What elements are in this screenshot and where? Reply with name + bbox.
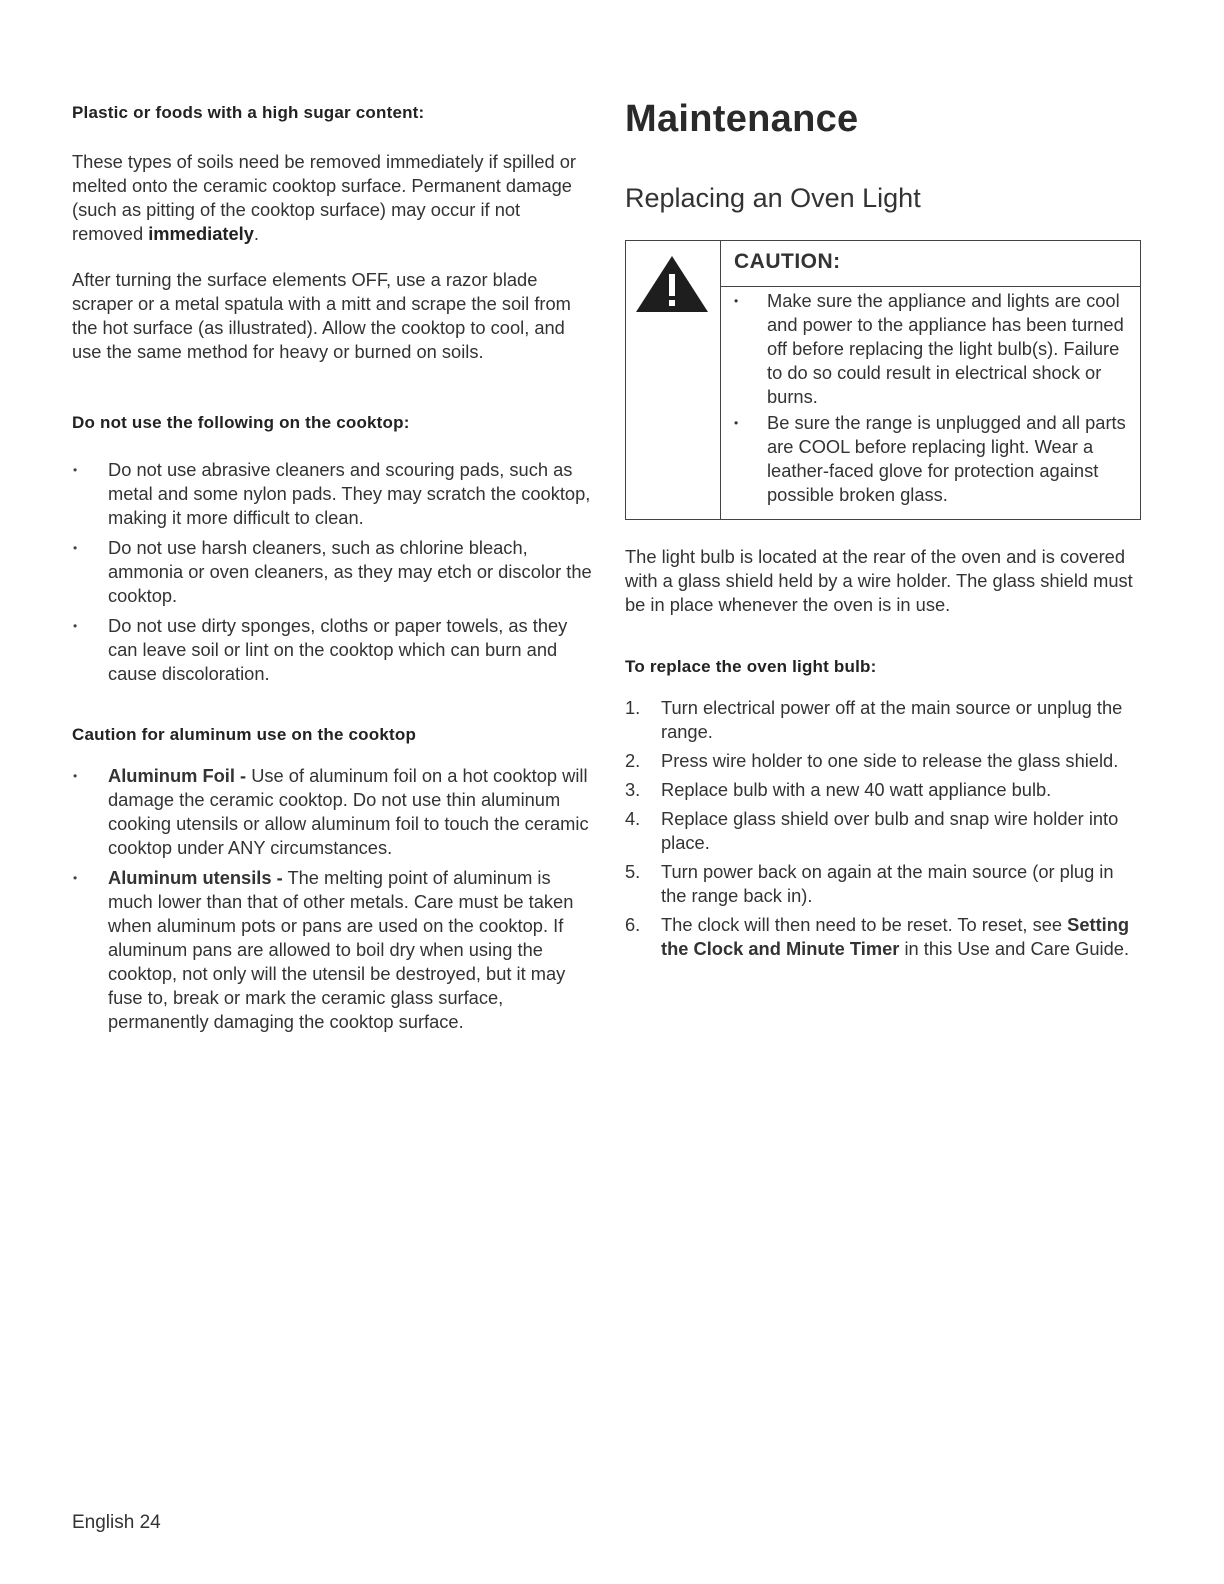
plastic-paragraph-1: These types of soils need be removed immediately if spilled or melted onto the ceramic cooktop surface. Permanent damage (such as pitting of the cooktop surface) may occur if not removed immediately. (72, 151, 576, 244)
caution-title: CAUTION: (721, 241, 1140, 287)
list-item: • Do not use abrasive cleaners and scouring pads, such as metal and some nylon pads. They may scratch the cooktop, making it more difficult to clean. (73, 459, 591, 528)
list-item: 2. Press wire holder to one side to release the glass shield. (625, 750, 1119, 771)
list-item: • Aluminum utensils - The melting point of aluminum is much lower than that of other metals. Care must be taken when aluminum pots or pans are used on the cooktop. If aluminum pans are allowed to boil dry when using the cooktop, not only will the utensil be destroyed, but it may fuse to, break or mark the ceramic glass surface, permanently damaging the cooktop surface. (73, 867, 574, 1032)
list-item: 3. Replace bulb with a new 40 watt appliance bulb. (625, 779, 1052, 800)
list-item: • Make sure the appliance and lights are cool and power to the appliance has been turned off before replacing the light bulb(s). Failure to do so could result in electrical shock or burns. (734, 290, 1124, 407)
section-title: Replacing an Oven Light (625, 183, 921, 213)
plastic-paragraph-2: After turning the surface elements OFF, use a razor blade scraper or a metal spatula with a mitt and scrape the soil from the hot surface (as illustrated). Allow the cooktop to cool, and use the same method for heavy or burned on soils. (72, 269, 571, 362)
donot-list (72, 458, 592, 692)
caution-box (625, 240, 1141, 520)
list-item: • Do not use dirty sponges, cloths or paper towels, as they can leave soil or lint on the cooktop which can burn and cause discoloration. (73, 615, 568, 684)
list-item: • Do not use harsh cleaners, such as chlorine bleach, ammonia or oven cleaners, as they may etch or discolor the cooktop. (73, 537, 592, 606)
immediately-emphasis: immediately (148, 223, 254, 244)
page-title: Maintenance (625, 98, 859, 140)
aluminum-list (72, 764, 592, 1040)
list-item: 6. The clock will then need to be reset. To reset, see Setting the Clock and Minute Timer in this Use and Care Guide. (625, 914, 1130, 959)
caution-list (721, 289, 1140, 509)
list-item: • Aluminum Foil - Use of aluminum foil on a hot cooktop will damage the ceramic cooktop. Do not use thin aluminum cooking utensils or allow aluminum foil to touch the ceramic cooktop under ANY circumstances. (73, 765, 589, 858)
list-item: 5. Turn power back on again at the main source (or plug in the range back in). (625, 861, 1114, 906)
warning-triangle-icon (634, 254, 710, 314)
steps-list (625, 696, 1137, 966)
list-item: 1. Turn electrical power off at the main source or unplug the range. (625, 697, 1123, 742)
steps-heading: To replace the oven light bulb: (625, 657, 877, 676)
donot-heading: Do not use the following on the cooktop: (72, 413, 410, 432)
plastic-heading: Plastic or foods with a high sugar content: (72, 103, 425, 122)
aluminum-heading: Caution for aluminum use on the cooktop (72, 725, 417, 744)
intro-paragraph: The light bulb is located at the rear of the oven and is covered with a glass shield held by a wire holder. The glass shield must be in place whenever the oven is in use. (625, 546, 1133, 615)
page-footer: English 24 (72, 1512, 161, 1533)
list-item: 4. Replace glass shield over bulb and snap wire holder into place. (625, 808, 1119, 853)
list-item: • Be sure the range is unplugged and all parts are COOL before replacing light. Wear a leather-faced glove for protection against possible broken glass. (734, 412, 1126, 505)
caution-icon-cell (626, 241, 721, 519)
